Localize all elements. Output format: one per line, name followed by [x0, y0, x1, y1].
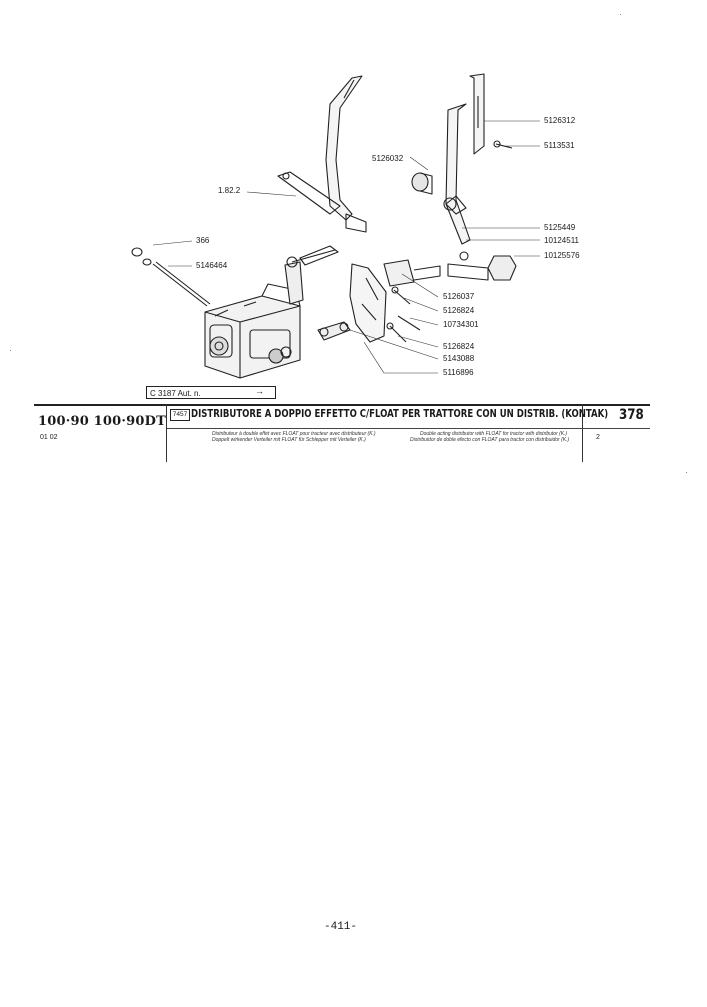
header-subrule — [166, 428, 650, 429]
header-rule — [34, 404, 650, 406]
part-label: 5113531 — [544, 141, 575, 150]
translation-de: Doppelt wirkender Verteiler mit FLOAT für Schlepper mit Verteiler (K.) — [212, 437, 366, 443]
figure-reference — [146, 386, 276, 399]
translation-es: Distribuidor de doble efecto con FLOAT para tractor con distribuidor (K.) — [410, 437, 570, 443]
model-subcode: 01 02 — [40, 434, 58, 441]
scan-speck — [10, 350, 11, 351]
part-label: 366 — [196, 236, 210, 245]
leader-line — [410, 157, 428, 170]
part-label: 5126824 — [443, 342, 475, 351]
part-label: 5126312 — [544, 116, 576, 125]
group-code-box: 7457 — [170, 409, 190, 421]
leader-line — [153, 241, 192, 245]
page-title: DISTRIBUTORE A DOPPIO EFFETTO C/FLOAT PER TRATTORE CON UN DISTRIB. (KONTAK) — [191, 408, 609, 420]
page-number: -411- — [324, 921, 358, 933]
part-label: 5126032 — [372, 154, 404, 163]
part-label: 10125576 — [544, 251, 580, 260]
figure-reference-text: C 3187 Aut. n. — [150, 389, 201, 398]
translation-en: Double acting distributor with FLOAT for tractor with distributor (K.) — [420, 431, 568, 437]
part-label: 10124511 — [544, 236, 579, 245]
scan-speck — [620, 14, 621, 15]
part-label: 5146464 — [196, 261, 228, 270]
leader-line — [404, 298, 438, 311]
translation-fr: Distributeur à double effet avec FLOAT pour tracteur avec distributeur (K.) — [212, 431, 376, 437]
part-label: 5125449 — [544, 223, 576, 232]
part-label: 5126037 — [443, 292, 475, 301]
catalog-header — [34, 404, 650, 462]
model-names: 100·90 100·90DT — [38, 414, 166, 429]
part-label: 10734301 — [443, 320, 479, 329]
table-subcode: 2 — [596, 434, 600, 441]
part-label: 5126824 — [443, 306, 475, 315]
distributor-valve-body — [205, 284, 300, 378]
part-label: 1.82.2 — [218, 186, 241, 195]
header-divider — [166, 404, 167, 462]
leader-line — [247, 192, 296, 196]
arrow-icon: → — [255, 386, 264, 396]
part-label: 5116896 — [443, 368, 474, 377]
leader-line — [410, 318, 438, 325]
scan-speck — [686, 472, 687, 473]
table-code: 378 — [619, 407, 644, 423]
leader-line — [350, 330, 438, 359]
exploded-parts-diagram — [0, 0, 707, 400]
part-label: 5143088 — [443, 354, 475, 363]
leader-line — [398, 336, 438, 347]
